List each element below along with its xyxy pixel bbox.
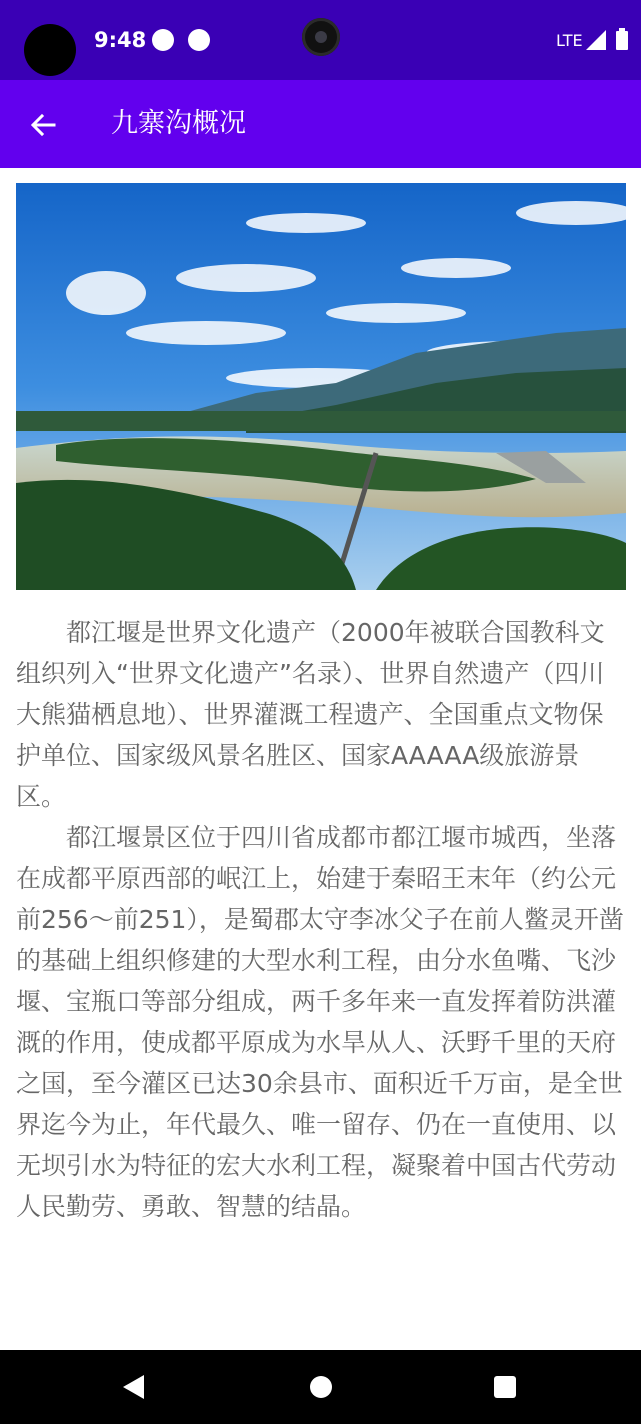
page-title: 九寨沟概况 bbox=[111, 108, 246, 139]
app-notification-icon-2 bbox=[188, 29, 210, 51]
nav-recents-icon[interactable] bbox=[494, 1376, 516, 1398]
camera-cutout bbox=[24, 24, 76, 76]
article-paragraph: 都江堰是世界文化遗产（2000年被联合国教科文组织列入“世界文化遗产”名录）、世界自然遗产（四川大熊猫栖息地）、世界灌溉工程遗产、全国重点文物保护单位、国家级风景名胜区、国家AAAAA级旅游景区。 bbox=[16, 618, 605, 811]
front-camera bbox=[302, 18, 340, 56]
app-notification-icon bbox=[152, 29, 174, 51]
article-body bbox=[16, 612, 626, 1272]
nav-back-icon[interactable] bbox=[120, 1373, 148, 1401]
battery-icon bbox=[616, 28, 628, 50]
article-paragraph: 都江堰景区位于四川省成都市都江堰市城西，坐落在成都平原西部的岷江上，始建于秦昭王末年（约公元前256～前251），是蜀郡太守李冰父子在前人鳖灵开凿的基础上组织修建的大型水利工程，由分水鱼嘴、飞沙堰、宝瓶口等部分组成，两千多年来一直发挥着防洪灌溉的作用，使成都平原成为水旱从人、沃野千里的天府之国，至今灌区已达30余县市、面积近千万亩，是全世界迄今为止，年代最久、唯一留存、仍在一直使用、以无坝引水为特征的宏大水利工程，凝聚着中国古代劳动人民勤劳、勇敢、智慧的结晶。 bbox=[16, 823, 624, 1221]
network-type: LTE bbox=[556, 31, 583, 50]
app-bar bbox=[0, 80, 641, 168]
nav-home-icon[interactable] bbox=[310, 1376, 332, 1398]
hero-image bbox=[16, 183, 626, 590]
back-arrow-icon[interactable] bbox=[28, 110, 58, 140]
status-bar bbox=[0, 0, 641, 80]
landscape-photo-icon bbox=[16, 183, 626, 590]
navigation-bar bbox=[0, 1350, 641, 1424]
signal-icon bbox=[586, 30, 606, 50]
status-time: 9:48 bbox=[94, 28, 147, 52]
